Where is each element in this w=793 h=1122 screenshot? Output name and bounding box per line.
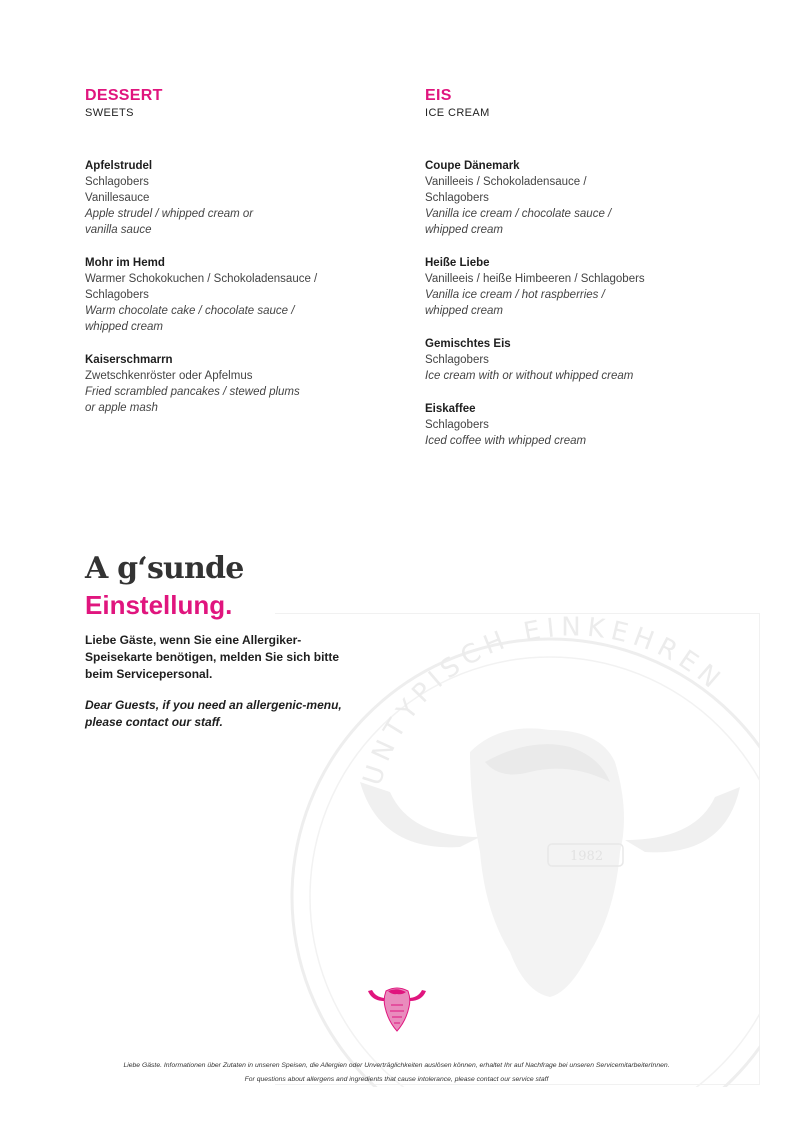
menu-item-description-en: vanilla sauce	[85, 224, 152, 236]
menu-item	[425, 255, 745, 319]
menu-item-description-de: Zwetschkenröster oder Apfelmus	[85, 370, 253, 382]
menu-item	[85, 255, 385, 335]
menu-item-description-en: or apple mash	[85, 402, 158, 414]
menu-item-description-en: Fried scrambled pancakes / stewed plums	[85, 386, 300, 398]
dessert-title: DESSERT	[85, 87, 163, 104]
menu-item-name: Gemischtes Eis	[425, 338, 511, 350]
cow-logo-icon	[366, 985, 428, 1037]
watermark-year: 1982	[570, 849, 604, 864]
eis-title: EIS	[425, 87, 452, 104]
gsunde-line1: A g‘sunde	[85, 551, 244, 586]
menu-item	[85, 158, 385, 238]
menu-item	[85, 352, 385, 416]
menu-item-description-en: Apple strudel / whipped cream or	[85, 208, 254, 220]
allergy-note-en: Dear Guests, if you need an allergenic-menu, please contact our staff.	[85, 698, 342, 729]
menu-item-name: Eiskaffee	[425, 403, 476, 415]
gsunde-heading	[85, 550, 244, 622]
menu-item-description-en: Vanilla ice cream / chocolate sauce /	[425, 208, 612, 220]
menu-item-description-de: Schlagobers	[425, 354, 489, 366]
menu-item-description-en: Ice cream with or without whipped cream	[425, 370, 634, 382]
eis-section	[425, 86, 745, 466]
menu-item-description-de: Warmer Schokokuchen / Schokoladensauce /	[85, 273, 318, 285]
menu-item-description-de: Schlagobers	[425, 192, 489, 204]
dessert-section	[85, 86, 385, 433]
eis-items	[425, 158, 745, 449]
menu-item-description-en: Warm chocolate cake / chocolate sauce /	[85, 305, 295, 317]
menu-item-name: Heiße Liebe	[425, 257, 490, 269]
eis-subtitle: ICE CREAM	[425, 107, 490, 119]
menu-item-name: Apfelstrudel	[85, 160, 153, 172]
menu-item-description-de: Vanilleeis / Schokoladensauce /	[425, 176, 587, 188]
menu-item-description-de: Schlagobers	[85, 176, 149, 188]
watermark-arc-text: UNTYPISCH EINKEHREN	[357, 612, 730, 790]
menu-item-name: Kaiserschmarrn	[85, 354, 173, 366]
menu-item-description-de: Schlagobers	[425, 419, 489, 431]
footer-note-en: For questions about allergens and ingredients that cause intolerance, please contact our service staff	[244, 1076, 549, 1083]
menu-item-description-en: whipped cream	[85, 321, 163, 333]
menu-item	[425, 336, 745, 384]
menu-item-description-en: Iced coffee with whipped cream	[425, 435, 587, 447]
menu-item-name: Coupe Dänemark	[425, 160, 520, 172]
menu-item-description-de: Vanillesauce	[85, 192, 150, 204]
allergy-note-de: Liebe Gäste, wenn Sie eine Allergiker-Speisekarte benötigen, melden Sie sich bitte beim Servicepersonal.	[85, 633, 340, 681]
dessert-subtitle: SWEETS	[85, 107, 134, 119]
menu-item-description-en: Vanilla ice cream / hot raspberries /	[425, 289, 605, 301]
menu-item-description-en: whipped cream	[425, 305, 503, 317]
menu-item	[425, 401, 745, 449]
menu-item-description-de: Vanilleeis / heiße Himbeeren / Schlagobers	[425, 273, 645, 285]
menu-item-description-en: whipped cream	[425, 224, 503, 236]
menu-item-description-de: Schlagobers	[85, 289, 149, 301]
watermark-emblem	[270, 612, 760, 1087]
footer-note-de: Liebe Gäste. Informationen über Zutaten in unseren Speisen, die Allergien oder Unverträglichkeiten auslösen können, erhaltet Ihr auf Nachfrage bei unseren ServicemitarbeiterInnen.	[123, 1062, 670, 1069]
dessert-items	[85, 158, 385, 416]
menu-item	[425, 158, 745, 238]
gsunde-line2: Einstellung.	[85, 590, 233, 620]
menu-item-name: Mohr im Hemd	[85, 257, 165, 269]
